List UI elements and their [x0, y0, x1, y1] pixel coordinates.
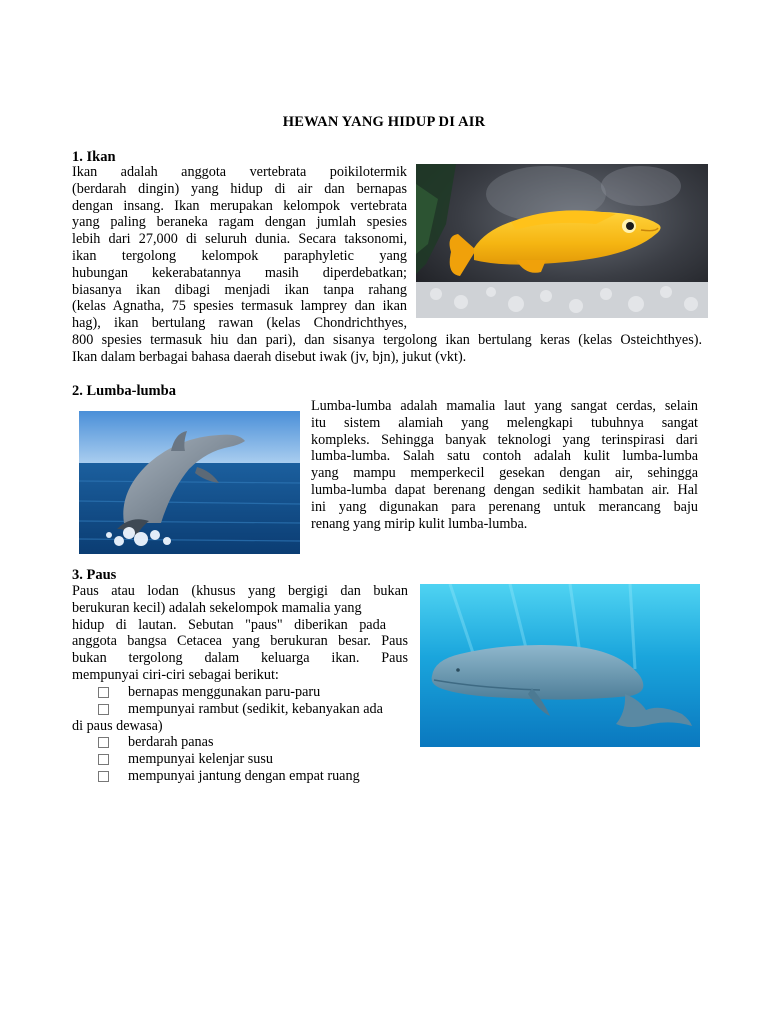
list-item-text: mempunyai rambut (sedikit, kebanyakan ada [128, 700, 383, 717]
lumba-line: ini yang digunakan para perenang untuk merancang baju [311, 498, 698, 515]
ikan-line: (kelas Agnatha, 75 spesies termasuk lamprey dan ikan [72, 298, 407, 315]
list-item [98, 751, 418, 768]
ikan-line: Ikan dalam berbagai bahasa daerah disebut iwak (jv, bjn), jukut (vkt). [72, 348, 467, 365]
list-item-text: bernapas menggunakan paru-paru [128, 684, 321, 700]
paus-line: anggota bangsa Cetacea yang berukuran besar. Paus [72, 633, 408, 650]
checkbox-glyph-icon [98, 771, 109, 782]
section-heading-lumba: 2. Lumba-lumba [72, 383, 176, 399]
list-item [98, 701, 418, 718]
jumping-dolphin-photo [79, 411, 300, 554]
paus-line: bukan tergolong dalam keluarga ikan. Paus [72, 650, 408, 667]
list-item [98, 768, 418, 785]
list-item [98, 734, 418, 751]
lumba-line: lumba-lumba. Salah satu contoh adalah kulit lumba-lumba [311, 448, 698, 465]
page-title: HEWAN YANG HIDUP DI AIR [282, 114, 486, 130]
lumba-line: itu sistem alamiah yang melengkapi tubuhnya sangat [311, 414, 698, 431]
section-heading-ikan: 1. Ikan [72, 149, 116, 165]
list-item-continuation [72, 717, 418, 735]
ikan-line: Ikan adalah anggota vertebrata poikilotermik [72, 164, 407, 180]
paus-line: mempunyai ciri-ciri sebagai berikut: [72, 666, 279, 683]
lumba-line: yang mampu memperkecil gesekan dengan air, sehingga [311, 465, 698, 482]
paus-paragraph [72, 583, 408, 684]
checkbox-glyph-icon [98, 687, 109, 698]
ikan-line: dengan insang. Ikan merupakan kelompok vertebrata [72, 197, 407, 214]
checkbox-glyph-icon [98, 704, 109, 715]
ikan-line: 800 spesies termasuk hiu dan pari), dan sisanya tergolong ikan bertulang keras (kelas Osteichthyes). [72, 332, 702, 348]
ikan-line: biasanya ikan dibagi menjadi ikan tanpa rahang [72, 281, 407, 298]
ikan-line: (berdarah dingin) yang hidup di air dan bernapas [72, 180, 407, 197]
lumba-line: renang yang mirip kulit lumba-lumba. [311, 515, 528, 532]
yellow-fish-photo [416, 164, 708, 318]
ikan-line: lebih dari 27,000 di seluruh dunia. Secara taksonomi, [72, 231, 407, 248]
ikan-paragraph-full [72, 332, 702, 366]
paus-line: hidup di lautan. Sebutan "paus" diberikan pada [72, 616, 386, 633]
lumba-line: kompleks. Sehingga banyak teknologi yang terinspirasi dari [311, 431, 698, 448]
checkbox-glyph-icon [98, 737, 109, 748]
paus-line: Paus atau lodan (khusus yang bergigi dan bukan [72, 583, 408, 599]
lumba-line: lumba-lumba dapat berenang dengan sedikit hambatan air. Hal [311, 481, 698, 498]
list-item-text: mempunyai kelenjar susu [128, 751, 273, 768]
lumba-paragraph [311, 398, 698, 532]
blue-whale-photo [420, 584, 700, 747]
ikan-paragraph-wrap [72, 164, 407, 332]
list-item-text: di paus dewasa) [72, 717, 163, 734]
list-item-text: mempunyai jantung dengan empat ruang [128, 767, 360, 784]
checkbox-glyph-icon [98, 754, 109, 765]
section-heading-paus: 3. Paus [72, 567, 117, 583]
ikan-line: hubungan kekerabatannya masih diperdebatkan; [72, 264, 407, 281]
paus-bullet-list [72, 684, 418, 785]
list-item [98, 684, 418, 701]
paus-line: berukuran kecil) adalah sekelompok mamalia yang [72, 599, 362, 616]
list-item-text: berdarah panas [128, 734, 214, 751]
ikan-line: hag), ikan bertulang rawan (kelas Chondrichthyes, [72, 315, 407, 332]
lumba-line: Lumba-lumba adalah mamalia laut yang sangat cerdas, selain [311, 398, 698, 414]
ikan-line: ikan tergolong kelompok paraphyletic yang [72, 247, 407, 264]
ikan-line: yang paling beraneka ragam dengan jumlah spesies [72, 214, 407, 231]
